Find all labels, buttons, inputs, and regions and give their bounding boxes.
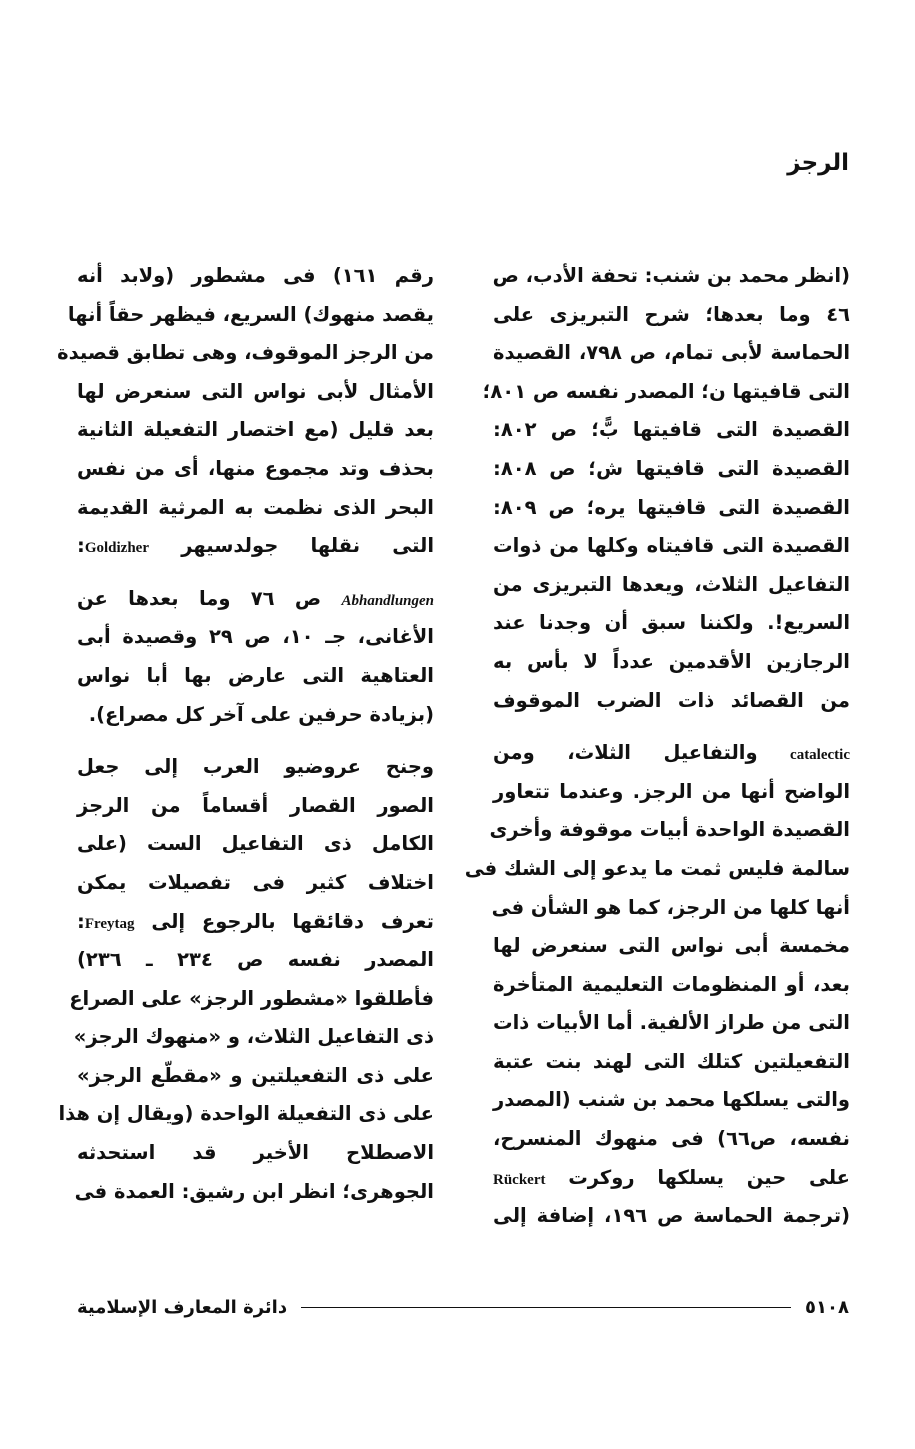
text-line: التى قافيتها ن؛ المصدر نفسه ص ٨٠١؛: [482, 379, 850, 403]
text-line: الرجازين الأقدمين عدداً لا بأس به: [493, 649, 850, 673]
text-line: الأمثال لأبى نواس التى سنعرض لها: [77, 379, 434, 403]
page-number: ٥١٠٨: [805, 1296, 849, 1318]
text-line: التى من طراز الألفية. أما الأبيات ذات: [493, 1011, 850, 1035]
latin-term: Rückert: [493, 1171, 546, 1188]
text-line: فأطلقوا «مشطور الرجز» على الصراع: [69, 986, 434, 1010]
text-line: يقصد منهوك) السريع، فيظهر حقاً أنها: [67, 302, 434, 326]
text-line: القصيدة التى قافيتها ش؛ ص ٨٠٨:: [493, 456, 850, 480]
text-line: (انظر محمد بن شنب: تحفة الأدب، ص: [492, 264, 850, 287]
page-footer: [77, 1292, 849, 1322]
text-line: التفعيلتين كتلك التى لهند بنت عتبة: [493, 1049, 850, 1073]
latin-term: Abhandlungen: [341, 592, 435, 609]
right-text-column: [464, 257, 850, 1236]
footer-rule: [301, 1307, 791, 1308]
text-line: catalectic والتفاعيل الثلاث، ومن: [493, 741, 850, 765]
latin-term: catalectic: [790, 747, 850, 764]
text-line: القصيدة الواحدة أبيات موقوفة وأخرى: [489, 818, 850, 842]
publication-title: دائرة المعارف الإسلامية: [77, 1296, 288, 1318]
text-line: الكامل ذى التفاعيل الست (على: [77, 832, 434, 856]
text-line: (بزيادة حرفين على آخر كل مصراع).: [88, 702, 434, 726]
text-line: بحذف وتد مجموع منها، أى من نفس: [77, 456, 434, 480]
text-line: الجوهرى؛ انظر ابن رشيق: العمدة فى: [74, 1179, 434, 1203]
text-line: الواضح أنها من الرجز. وعندما تتعاور: [493, 779, 850, 803]
text-line: التفاعيل الثلاث، ويعدها التبريزى من: [493, 572, 850, 596]
text-line: على ذى التفعيلتين و «مقطّع الرجز»: [77, 1063, 434, 1087]
text-line: القصيدة التى قافيتها يره؛ ص ٨٠٩:: [493, 495, 850, 519]
text-line: أنها كلها من الرجز، كما هو الشأن فى: [491, 895, 850, 919]
text-line: مخمسة أبى نواس التى سنعرض لها: [493, 934, 850, 958]
text-line: Abhandlungen ص ٧٦ وما بعدها عن: [77, 586, 435, 610]
text-line: ذى التفاعيل الثلاث، و «منهوك الرجز»: [73, 1025, 434, 1049]
text-line: رقم ١٦١) فى مشطور (ولابد أنه: [77, 264, 435, 287]
left-text-column: [57, 257, 435, 1211]
text-line: بعد قليل (مع اختصار التفعيلة الثانية: [77, 418, 434, 442]
text-line: الحماسة لأبى تمام، ص ٧٩٨، القصيدة: [493, 341, 850, 365]
text-line: المصدر نفسه ص ٢٣٤ ـ ٢٣٦): [77, 948, 434, 972]
text-line: السريع!. ولكننا سبق أن وجدنا عند: [493, 611, 850, 635]
text-line: الاصطلاح الأخير قد استحدثه: [77, 1141, 434, 1165]
text-line: الأغانى، جـ ١٠، ص ٢٩ وقصيدة أبى: [77, 625, 434, 649]
text-line: القصيدة التى قافيتاه وكلها من ذوات: [493, 534, 850, 558]
text-line: من الرجز الموقوف، وهى تطابق قصيدة: [57, 341, 434, 365]
text-line: التى نقلها جولدسيهر Goldizher:: [77, 534, 434, 558]
page-header-title: الرجز: [787, 150, 849, 176]
text-line: وجنح عروضيو العرب إلى جعل: [77, 755, 434, 779]
text-line: البحر الذى نظمت به المرثية القديمة: [77, 495, 434, 519]
text-line: الصور القصار أقساماً من الرجز: [77, 793, 434, 817]
text-line: بعد، أو المنظومات التعليمية المتأخرة: [493, 972, 850, 996]
latin-term: Freytag: [84, 915, 135, 932]
latin-term: Goldizher: [84, 540, 149, 557]
text-line: (ترجمة الحماسة ص ١٩٦، إضافة إلى: [493, 1204, 850, 1228]
text-line: العتاهية التى عارض بها أبا نواس: [77, 663, 434, 687]
text-line: القصيدة التى قافيتها بًّ؛ ص ٨٠٢:: [493, 418, 850, 442]
text-line: اختلاف كثير فى تفصيلات يمكن: [77, 870, 434, 894]
text-line: على حين يسلكها روكرت Rückert: [493, 1165, 850, 1189]
text-line: تعرف دقائقها بالرجوع إلى Freytag:: [77, 909, 434, 933]
text-line: ٤٦ وما بعدها؛ شرح التبريزى على: [493, 302, 850, 326]
text-line: على ذى التفعيلة الواحدة (ويقال إن هذا: [58, 1102, 434, 1126]
text-line: نفسه، ص٦٦) فى منهوك المنسرح،: [493, 1127, 850, 1151]
text-line: سالمة فليس ثمت ما يدعو إلى الشك فى: [464, 856, 850, 880]
text-line: والتى يسلكها محمد بن شنب (المصدر: [493, 1088, 850, 1112]
text-line: من القصائد ذات الضرب الموقوف: [493, 688, 850, 712]
